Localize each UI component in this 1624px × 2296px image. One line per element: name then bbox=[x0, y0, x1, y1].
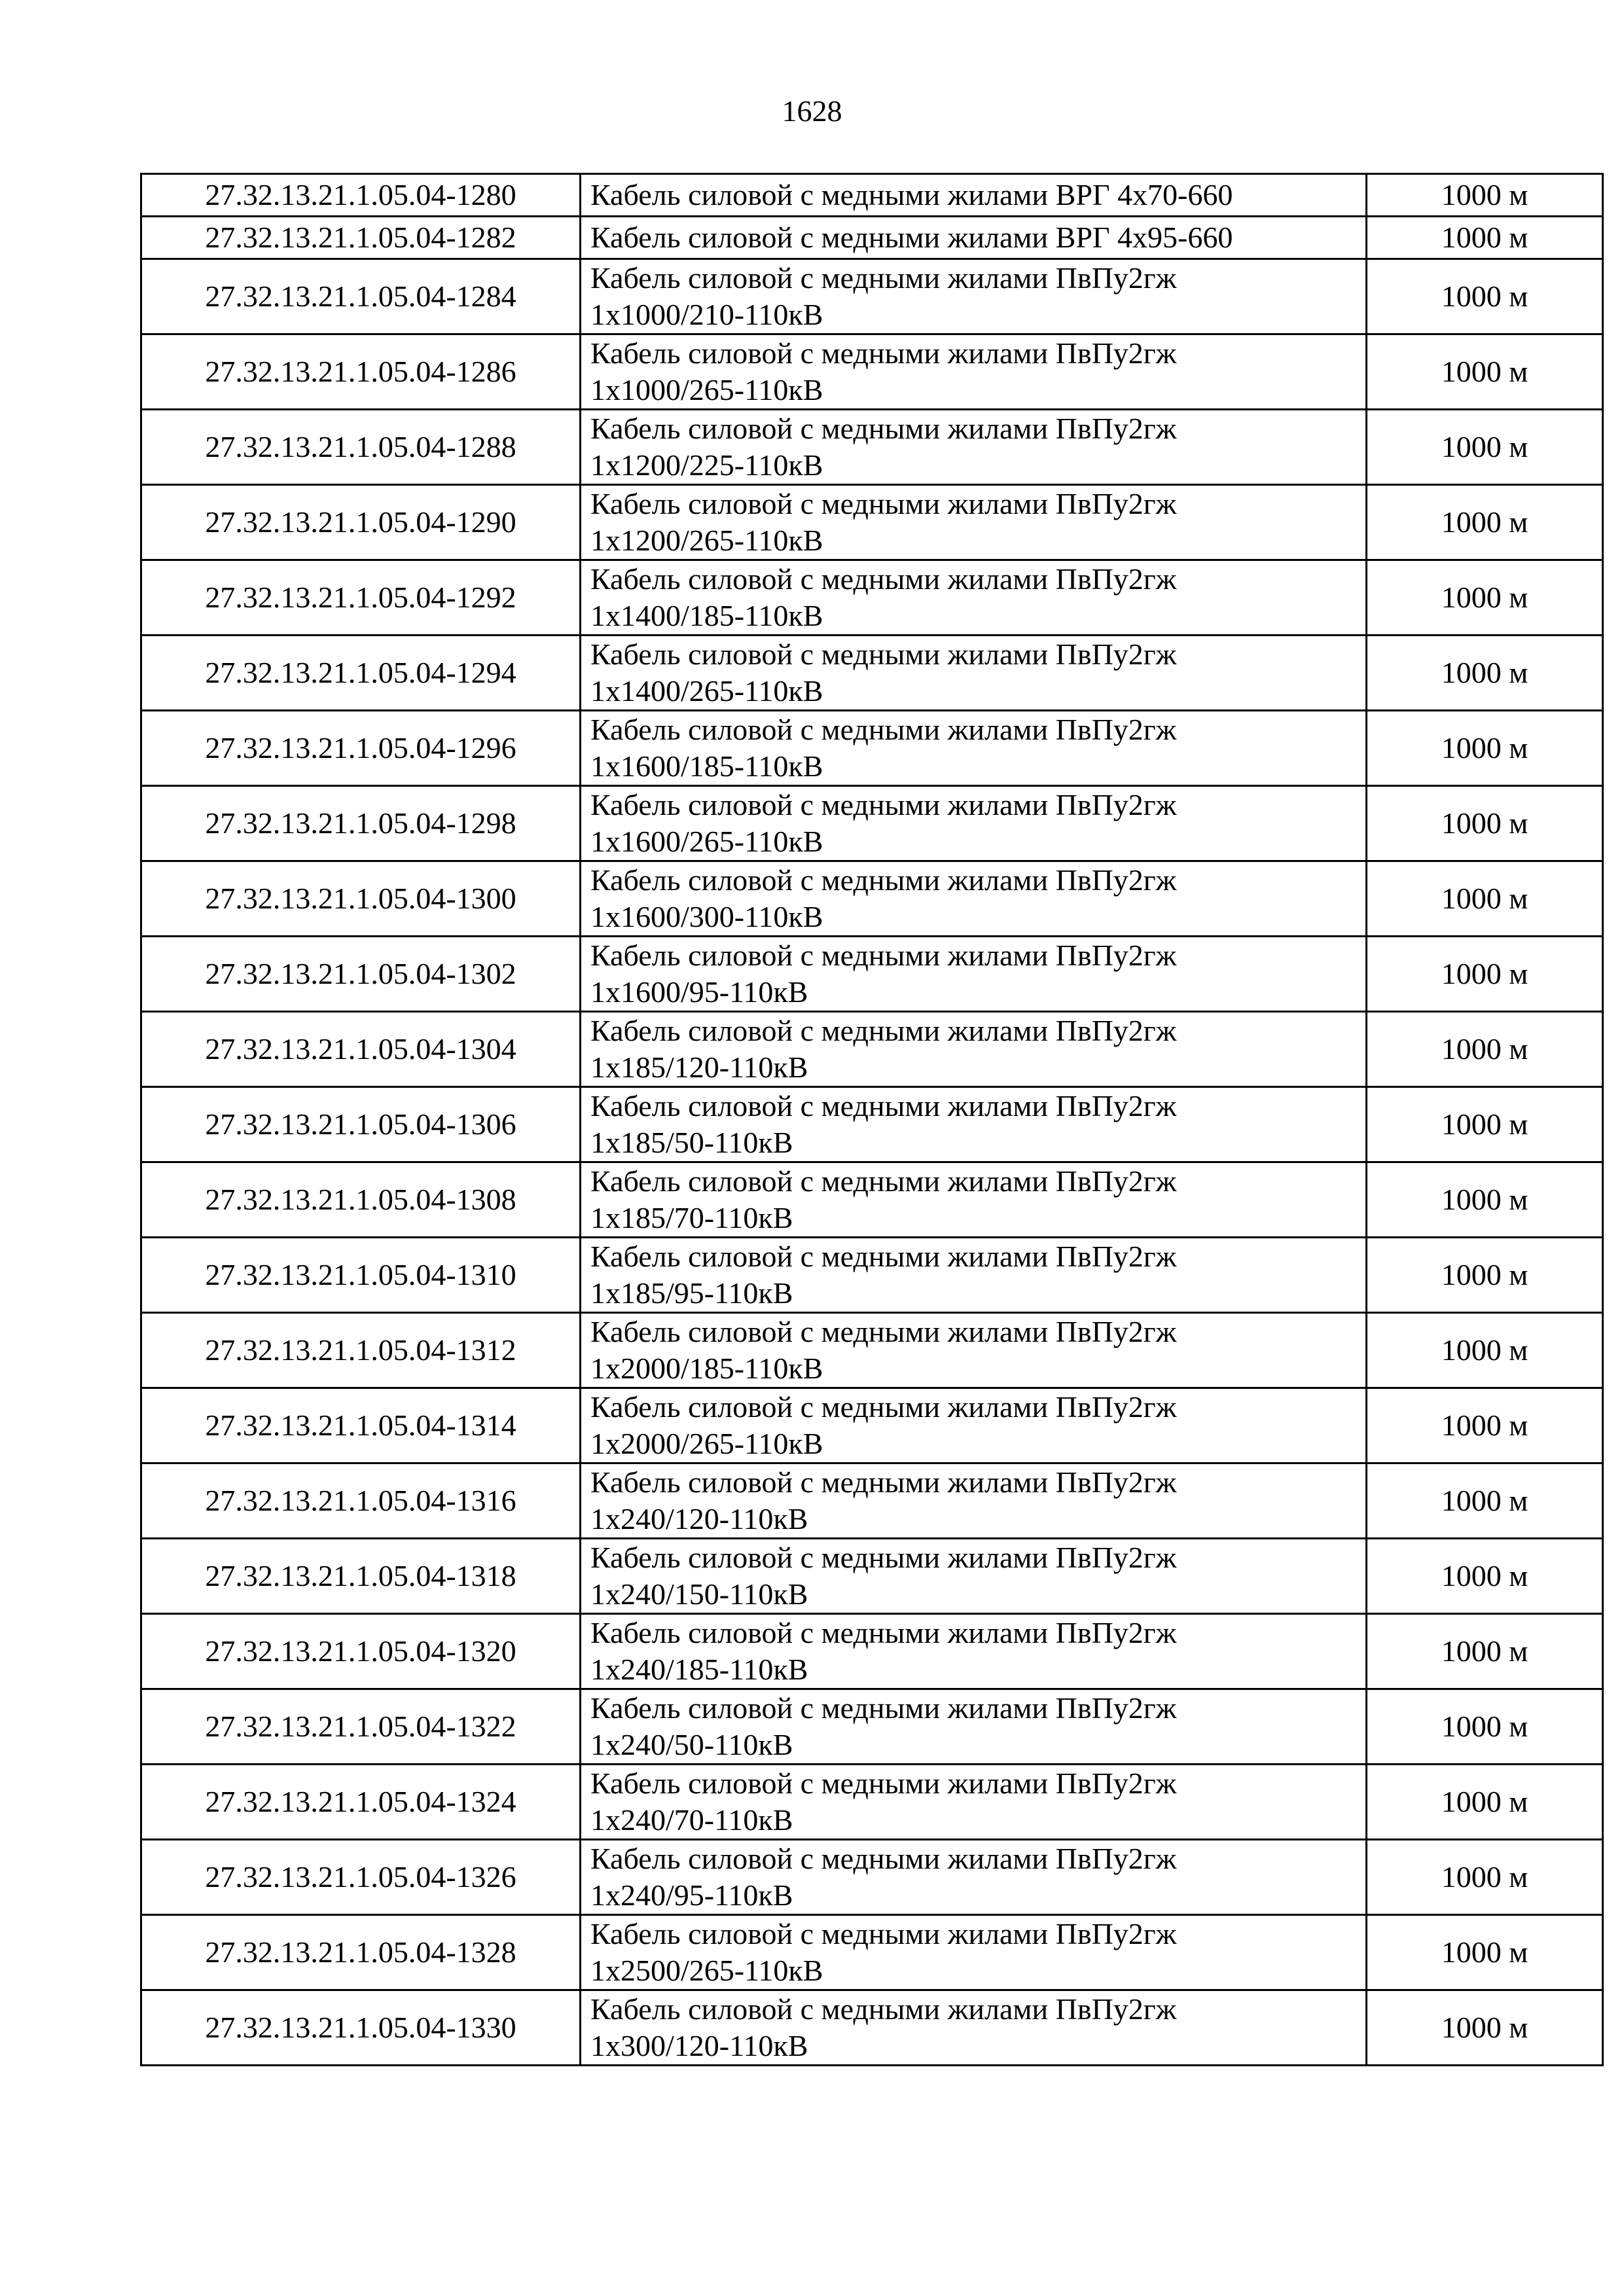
resource-code-cell: 27.32.13.21.1.05.04-1328 bbox=[141, 1915, 581, 1990]
table-row bbox=[141, 636, 1603, 711]
unit-cell: 1000 м bbox=[1367, 861, 1603, 937]
unit-cell: 1000 м bbox=[1367, 1238, 1603, 1313]
unit-cell: 1000 м bbox=[1367, 1689, 1603, 1765]
unit-cell: 1000 м bbox=[1367, 786, 1603, 861]
resource-name-line: Кабель силовой с медными жилами ПвПу2гж bbox=[590, 1541, 1177, 1574]
resource-code-cell: 27.32.13.21.1.05.04-1294 bbox=[141, 636, 581, 711]
resource-name-cell bbox=[581, 937, 1367, 1012]
unit-cell: 1000 м bbox=[1367, 1463, 1603, 1539]
resource-name-line: Кабель силовой с медными жилами ПвПу2гж bbox=[590, 562, 1177, 596]
table-row bbox=[141, 1689, 1603, 1765]
resource-name-line: Кабель силовой с медными жилами ПвПу2гж bbox=[590, 1089, 1177, 1122]
resource-code-cell: 27.32.13.21.1.05.04-1314 bbox=[141, 1388, 581, 1463]
resource-name-line: Кабель силовой с медными жилами ПвПу2гж bbox=[590, 487, 1177, 520]
resource-name-cell bbox=[581, 410, 1367, 485]
resource-code-cell: 27.32.13.21.1.05.04-1302 bbox=[141, 937, 581, 1012]
resource-name-line: Кабель силовой с медными жилами ПвПу2гж bbox=[590, 336, 1177, 370]
resource-code-cell: 27.32.13.21.1.05.04-1284 bbox=[141, 259, 581, 334]
resource-name-line: 1х1200/265-110кВ bbox=[590, 524, 823, 557]
table-body bbox=[141, 174, 1603, 2066]
resource-code-cell: 27.32.13.21.1.05.04-1330 bbox=[141, 1990, 581, 2066]
table-row bbox=[141, 1915, 1603, 1990]
resource-name-line: Кабель силовой с медными жилами ПвПу2гж bbox=[590, 788, 1177, 821]
unit-cell: 1000 м bbox=[1367, 1765, 1603, 1840]
resource-name-line: 1х240/185-110кВ bbox=[590, 1653, 808, 1686]
table-row bbox=[141, 786, 1603, 861]
resource-code-cell: 27.32.13.21.1.05.04-1300 bbox=[141, 861, 581, 937]
resource-name-line: Кабель силовой с медными жилами ПвПу2гж bbox=[590, 1616, 1177, 1649]
resource-name-line: 1х1000/210-110кВ bbox=[590, 298, 823, 331]
resource-name-cell bbox=[581, 1689, 1367, 1765]
unit-cell: 1000 м bbox=[1367, 174, 1603, 217]
resource-code-cell: 27.32.13.21.1.05.04-1288 bbox=[141, 410, 581, 485]
table-row bbox=[141, 560, 1603, 636]
table-row bbox=[141, 711, 1603, 786]
table-row bbox=[141, 1539, 1603, 1614]
resource-code-cell: 27.32.13.21.1.05.04-1310 bbox=[141, 1238, 581, 1313]
resource-name-line: Кабель силовой с медными жилами ПвПу2гж bbox=[590, 1992, 1177, 2026]
unit-cell: 1000 м bbox=[1367, 711, 1603, 786]
resource-name-line: Кабель силовой с медными жилами ПвПу2гж bbox=[590, 412, 1177, 445]
resource-name-line: 1х240/150-110кВ bbox=[590, 1577, 808, 1611]
unit-cell: 1000 м bbox=[1367, 259, 1603, 334]
unit-cell: 1000 м bbox=[1367, 1614, 1603, 1689]
resource-name-line: Кабель силовой с медными жилами ПвПу2гж bbox=[590, 713, 1177, 746]
resource-name-cell bbox=[581, 217, 1367, 259]
resource-code-cell: 27.32.13.21.1.05.04-1296 bbox=[141, 711, 581, 786]
resource-name-cell bbox=[581, 1915, 1367, 1990]
unit-cell: 1000 м bbox=[1367, 1162, 1603, 1238]
resource-code-cell: 27.32.13.21.1.05.04-1306 bbox=[141, 1087, 581, 1162]
resource-name-line: 1х1600/265-110кВ bbox=[590, 825, 823, 858]
unit-cell: 1000 м bbox=[1367, 1388, 1603, 1463]
table-row bbox=[141, 1840, 1603, 1915]
resource-name-line: Кабель силовой с медными жилами ПвПу2гж bbox=[590, 939, 1177, 972]
resource-name-line: 1х240/120-110кВ bbox=[590, 1502, 808, 1535]
resource-name-cell bbox=[581, 1388, 1367, 1463]
table-row bbox=[141, 1388, 1603, 1463]
unit-cell: 1000 м bbox=[1367, 334, 1603, 410]
resource-name-line: 1х185/50-110кВ bbox=[590, 1126, 793, 1159]
table-row bbox=[141, 1990, 1603, 2066]
resource-code-cell: 27.32.13.21.1.05.04-1298 bbox=[141, 786, 581, 861]
resource-name-cell bbox=[581, 861, 1367, 937]
resource-code-cell: 27.32.13.21.1.05.04-1286 bbox=[141, 334, 581, 410]
resource-name-line: 1х185/120-110кВ bbox=[590, 1050, 808, 1084]
resource-name-cell bbox=[581, 1990, 1367, 2066]
resource-code-cell: 27.32.13.21.1.05.04-1308 bbox=[141, 1162, 581, 1238]
unit-cell: 1000 м bbox=[1367, 1087, 1603, 1162]
table-row bbox=[141, 410, 1603, 485]
resource-name-cell bbox=[581, 334, 1367, 410]
resource-code-cell: 27.32.13.21.1.05.04-1312 bbox=[141, 1313, 581, 1388]
resource-name-cell bbox=[581, 1765, 1367, 1840]
resource-code-cell: 27.32.13.21.1.05.04-1280 bbox=[141, 174, 581, 217]
resource-name-line: Кабель силовой с медными жилами ПвПу2гж bbox=[590, 1014, 1177, 1047]
resource-name-cell bbox=[581, 1162, 1367, 1238]
resource-code-cell: 27.32.13.21.1.05.04-1316 bbox=[141, 1463, 581, 1539]
resource-name-cell bbox=[581, 1087, 1367, 1162]
resource-name-cell bbox=[581, 1840, 1367, 1915]
table-row bbox=[141, 259, 1603, 334]
resource-name-cell bbox=[581, 711, 1367, 786]
unit-cell: 1000 м bbox=[1367, 217, 1603, 259]
table-row bbox=[141, 1162, 1603, 1238]
resource-code-cell: 27.32.13.21.1.05.04-1290 bbox=[141, 485, 581, 560]
resource-name-cell bbox=[581, 174, 1367, 217]
resource-name-line: 1х1000/265-110кВ bbox=[590, 373, 823, 406]
resource-name-line: Кабель силовой с медными жилами ПвПу2гж bbox=[590, 1240, 1177, 1273]
resource-name-line: Кабель силовой с медными жилами ПвПу2гж bbox=[590, 1315, 1177, 1348]
resource-name-line: 1х240/95-110кВ bbox=[590, 1878, 793, 1912]
table-row bbox=[141, 1313, 1603, 1388]
table-row bbox=[141, 1012, 1603, 1087]
resource-name-cell bbox=[581, 636, 1367, 711]
resource-name-cell bbox=[581, 485, 1367, 560]
table-row bbox=[141, 174, 1603, 217]
unit-cell: 1000 м bbox=[1367, 1990, 1603, 2066]
resource-name-line: 1х185/95-110кВ bbox=[590, 1276, 793, 1310]
unit-cell: 1000 м bbox=[1367, 1539, 1603, 1614]
resource-name-cell bbox=[581, 1313, 1367, 1388]
resource-name-line: 1х185/70-110кВ bbox=[590, 1201, 793, 1234]
resource-code-cell: 27.32.13.21.1.05.04-1320 bbox=[141, 1614, 581, 1689]
resource-name-line: 1х240/70-110кВ bbox=[590, 1803, 793, 1837]
resource-name-cell bbox=[581, 1238, 1367, 1313]
resource-name-line: 1х2000/185-110кВ bbox=[590, 1352, 823, 1385]
resource-name-cell bbox=[581, 1463, 1367, 1539]
resource-name-line: Кабель силовой с медными жилами ВРГ 4х70-660 bbox=[590, 178, 1233, 211]
page-number: 1628 bbox=[782, 94, 842, 128]
resource-name-line: Кабель силовой с медными жилами ПвПу2гж bbox=[590, 1164, 1177, 1198]
resource-name-cell bbox=[581, 1012, 1367, 1087]
resource-name-line: 1х240/50-110кВ bbox=[590, 1728, 793, 1761]
resource-name-line: 1х1600/95-110кВ bbox=[590, 975, 808, 1009]
resource-name-cell bbox=[581, 786, 1367, 861]
table-row bbox=[141, 334, 1603, 410]
resource-code-cell: 27.32.13.21.1.05.04-1322 bbox=[141, 1689, 581, 1765]
unit-cell: 1000 м bbox=[1367, 410, 1603, 485]
resource-name-line: Кабель силовой с медными жилами ПвПу2гж bbox=[590, 1917, 1177, 1950]
table-row bbox=[141, 1463, 1603, 1539]
unit-cell: 1000 м bbox=[1367, 636, 1603, 711]
resource-name-line: 1х1400/265-110кВ bbox=[590, 674, 823, 708]
table-row bbox=[141, 1087, 1603, 1162]
table-row bbox=[141, 217, 1603, 259]
resource-name-line: 1х1400/185-110кВ bbox=[590, 599, 823, 632]
table-row bbox=[141, 1238, 1603, 1313]
unit-cell: 1000 м bbox=[1367, 485, 1603, 560]
table-row bbox=[141, 1614, 1603, 1689]
resource-name-line: 1х2500/265-110кВ bbox=[590, 1954, 823, 1987]
table-row bbox=[141, 861, 1603, 937]
resource-name-line: Кабель силовой с медными жилами ПвПу2гж bbox=[590, 1767, 1177, 1800]
resource-name-line: Кабель силовой с медными жилами ПвПу2гж bbox=[590, 1842, 1177, 1875]
unit-cell: 1000 м bbox=[1367, 1313, 1603, 1388]
resource-name-cell bbox=[581, 259, 1367, 334]
resource-code-cell: 27.32.13.21.1.05.04-1292 bbox=[141, 560, 581, 636]
resource-name-line: Кабель силовой с медными жилами ПвПу2гж bbox=[590, 261, 1177, 295]
resource-name-line: 1х1600/185-110кВ bbox=[590, 749, 823, 783]
unit-cell: 1000 м bbox=[1367, 1915, 1603, 1990]
resource-name-line: 1х300/120-110кВ bbox=[590, 2029, 808, 2062]
unit-cell: 1000 м bbox=[1367, 1840, 1603, 1915]
resource-code-cell: 27.32.13.21.1.05.04-1324 bbox=[141, 1765, 581, 1840]
resource-code-cell: 27.32.13.21.1.05.04-1304 bbox=[141, 1012, 581, 1087]
resource-name-line: Кабель силовой с медными жилами ПвПу2гж bbox=[590, 1390, 1177, 1424]
resource-code-cell: 27.32.13.21.1.05.04-1318 bbox=[141, 1539, 581, 1614]
resource-name-line: Кабель силовой с медными жилами ПвПу2гж bbox=[590, 863, 1177, 897]
resource-name-line: Кабель силовой с медными жилами ПвПу2гж bbox=[590, 1465, 1177, 1499]
resource-name-line: 1х1600/300-110кВ bbox=[590, 900, 823, 933]
unit-cell: 1000 м bbox=[1367, 1012, 1603, 1087]
resource-name-line: Кабель силовой с медными жилами ВРГ 4х95-660 bbox=[590, 221, 1233, 254]
resource-name-line: Кабель силовой с медными жилами ПвПу2гж bbox=[590, 637, 1177, 671]
resource-code-cell: 27.32.13.21.1.05.04-1326 bbox=[141, 1840, 581, 1915]
unit-cell: 1000 м bbox=[1367, 937, 1603, 1012]
table-row bbox=[141, 1765, 1603, 1840]
unit-cell: 1000 м bbox=[1367, 560, 1603, 636]
table-row bbox=[141, 937, 1603, 1012]
resource-name-line: Кабель силовой с медными жилами ПвПу2гж bbox=[590, 1691, 1177, 1725]
resource-code-cell: 27.32.13.21.1.05.04-1282 bbox=[141, 217, 581, 259]
resource-name-line: 1х2000/265-110кВ bbox=[590, 1427, 823, 1460]
resource-table bbox=[140, 173, 1604, 2066]
resource-name-cell bbox=[581, 560, 1367, 636]
table-row bbox=[141, 485, 1603, 560]
resource-name-cell bbox=[581, 1614, 1367, 1689]
resource-name-cell bbox=[581, 1539, 1367, 1614]
resource-name-line: 1х1200/225-110кВ bbox=[590, 448, 823, 482]
